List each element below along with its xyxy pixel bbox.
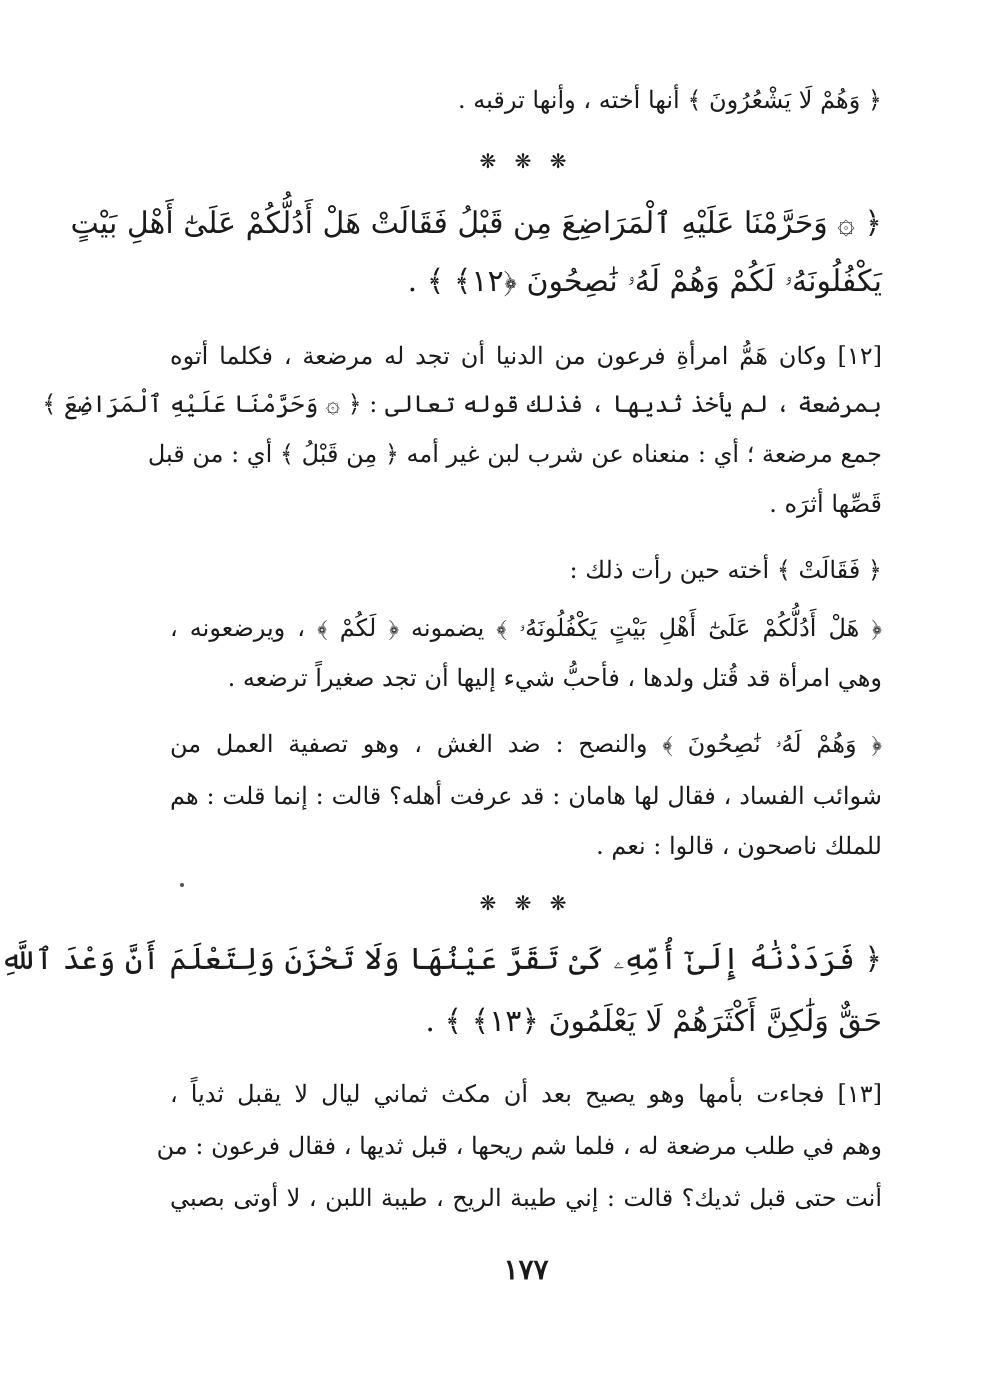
section-separator: ❋ ❋ ❋ <box>479 891 573 915</box>
scan-speck <box>180 883 184 887</box>
commentary-line: [١٣] فجاءت بأمها وهو يصيح بعد أن مكث ثماني ليال لا يقبل ثدياً ، <box>170 1080 882 1108</box>
section-separator: ❋ ❋ ❋ <box>479 149 573 173</box>
commentary-line: أنت حتى قبل ثديك؟ قالت : إني طيبة الريح ، طيبة اللبن ، لا أوتى بصبي <box>170 1184 882 1212</box>
commentary-line: للملك ناصحون ، قالوا : نعم . <box>596 832 882 860</box>
commentary-line: شوائب الفساد ، فقال لها هامان : قد عرفت أهله؟ قالت : إنما قلت : هم <box>170 782 882 810</box>
commentary-line: ﴿ فَقَالَتْ ﴾ أخته حين رأت ذلك : <box>569 556 882 584</box>
commentary-line: ﴿ هَلْ أَدُلُّكُمْ عَلَىٰٓ أَهْلِ بَيْتٍ يَكْفُلُونَهُۥ ﴾ يضمونه ﴿ لَكُمْ ﴾ ، ويرضعونه ، <box>170 614 882 642</box>
quran-verse-line: ﴿ ۞ وَحَرَّمْنَا عَلَيْهِ ٱلْمَرَاضِعَ مِن قَبْلُ فَقَالَتْ هَلْ أَدُلُّكُمْ عَلَىٰٓ أَهْلِ بَيْتٍ <box>70 206 882 241</box>
commentary-line: ﴿ وَهُمْ لَهُۥ نَٰصِحُونَ ﴾ والنصح : ضد الغش ، وهو تصفية العمل من <box>170 730 882 758</box>
quran-verse-line: يَكْفُلُونَهُۥ لَكُمْ وَهُمْ لَهُۥ نَٰصِحُونَ ﴿١٢﴾ ﴾ . <box>407 264 882 299</box>
quran-verse-line: حَقٌّ وَلَٰكِنَّ أَكْثَرَهُمْ لَا يَعْلَمُونَ ﴿١٣﴾ ﴾ . <box>425 1004 882 1039</box>
commentary-line: وهم في طلب مرضعة له ، فلما شم ريحها ، قبل ثديها ، فقال فرعون : من <box>156 1132 882 1160</box>
verse-commentary-line: ﴿ وَهُمْ لَا يَشْعُرُونَ ﴾ أنها أخته ، وأنها ترقبه . <box>458 86 882 114</box>
commentary-line: جمع مرضعة ؛ أي : منعناه عن شرب لبن غير أمه ﴿ مِن قَبْلُ ﴾ أي : من قبل <box>147 440 882 468</box>
commentary-line: قَصِّها أثرَه . <box>769 490 882 518</box>
page-number: ١٧٧ <box>503 1253 549 1286</box>
commentary-line: بمرضعة ، لم يأخذ ثديها ، فذلك قوله تعالى : ﴿ ۞ وَحَرَّمْنَا عَلَيْهِ ٱلْمَرَاضِعَ ﴾ <box>42 390 882 418</box>
book-page <box>0 70 882 1360</box>
quran-verse-line: ﴿ فَرَدَدْنَٰهُ إِلَىٰٓ أُمِّهِۦ كَىْ تَقَرَّ عَيْنُهَا وَلَا تَحْزَنَ وَلِتَعْلَمَ أَنَّ وَعْدَ ٱللَّهِ <box>0 942 882 977</box>
commentary-line: وهي امرأة قد قُتل ولدها ، فأحبُّ شيء إليها أن تجد صغيراً ترضعه . <box>227 664 882 692</box>
commentary-line: [١٢] وكان هَمُّ امرأةِ فرعون من الدنيا أن تجد له مرضعة ، فكلما أتوه <box>170 342 882 370</box>
